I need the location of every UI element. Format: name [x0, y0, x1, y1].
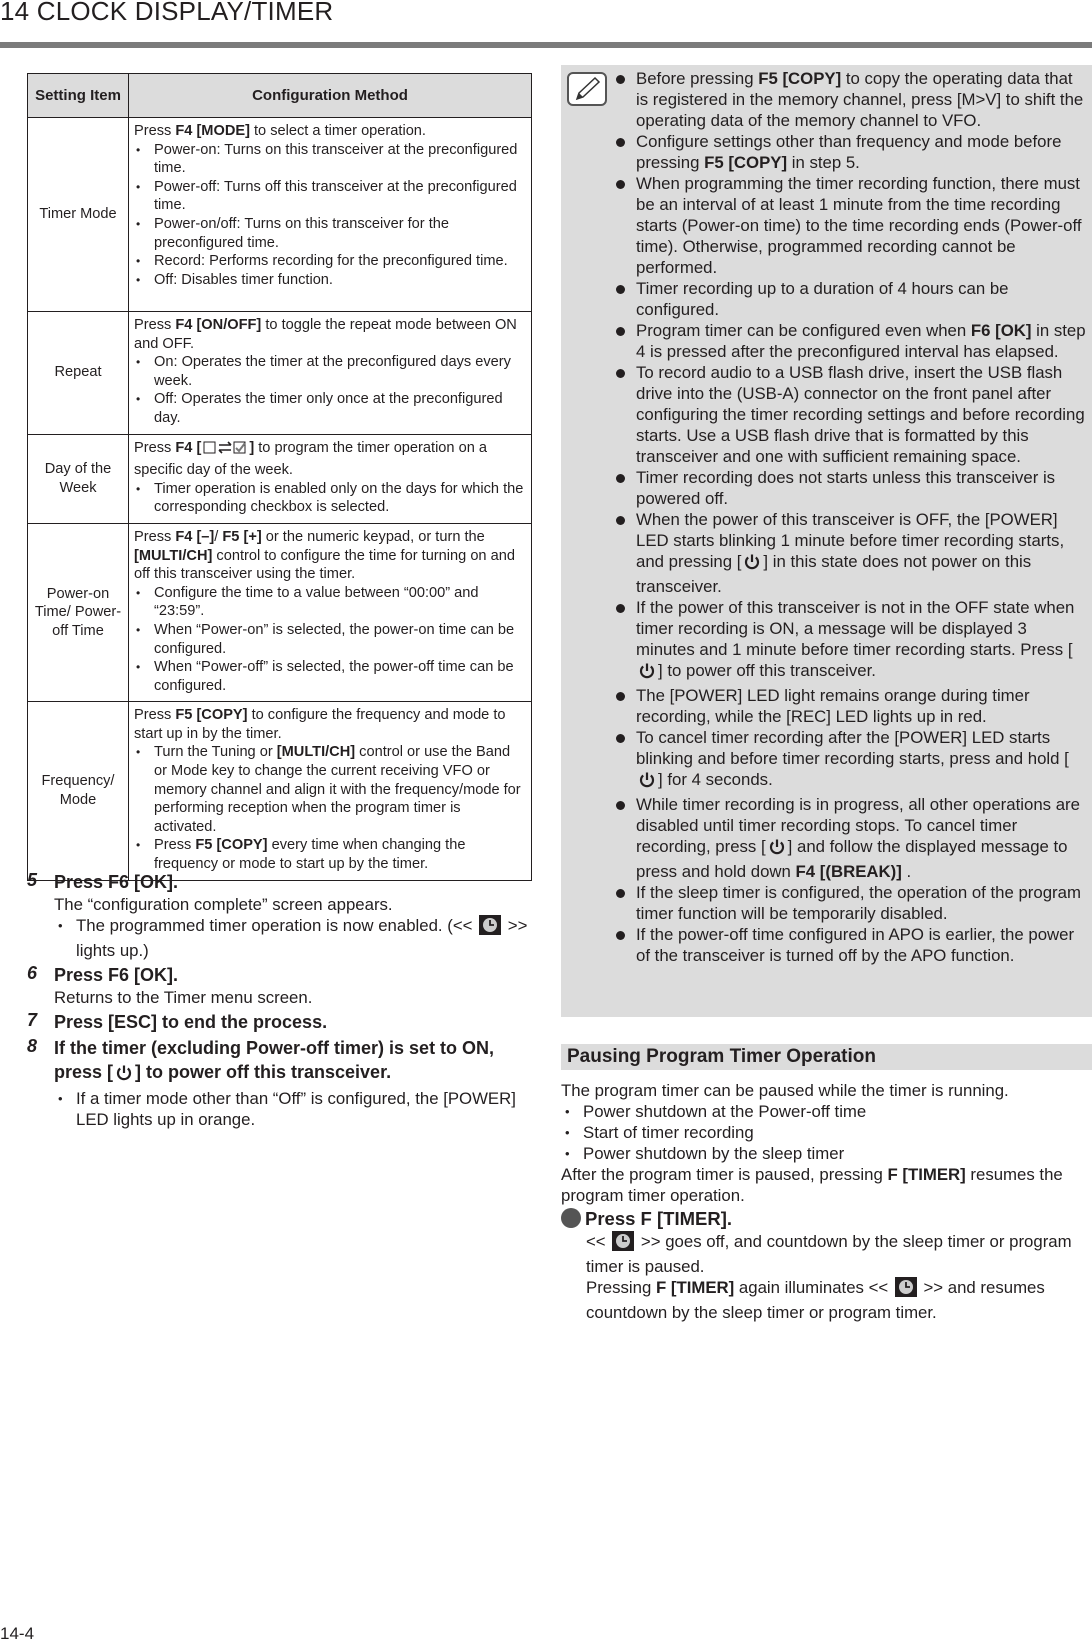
- setting-item: Frequency/ Mode: [28, 702, 129, 880]
- setting-item: Timer Mode: [28, 118, 129, 312]
- power-icon: [638, 662, 656, 685]
- text-run: Press: [134, 123, 176, 139]
- header-divider: [0, 42, 1092, 48]
- key-label: F5 [COPY]: [195, 837, 268, 854]
- text-run: Power-on: Turns on this transceiver at the preconfigured time.: [154, 141, 518, 177]
- table-row: [28, 118, 532, 312]
- procedure-steps: [27, 868, 532, 1130]
- note-item: [636, 68, 1088, 131]
- list-item: [134, 141, 527, 178]
- step-title: [27, 963, 532, 987]
- note-item: [636, 320, 1088, 362]
- setting-item: Repeat: [28, 312, 129, 435]
- list-item: [134, 584, 527, 621]
- text-run: The [POWER] LED light remains orange during timer recording, while the [REC] LED lights up in red.: [636, 686, 1030, 726]
- step-title: [27, 870, 532, 894]
- list-item: [134, 621, 527, 658]
- text-run: Configure the time to a value between “00:00” and “23:59”.: [154, 584, 479, 620]
- text-run: ] to power off this transceiver.: [658, 661, 876, 680]
- configuration-method: [129, 523, 532, 701]
- key-label: F4 [–]: [175, 528, 215, 545]
- clock-icon: [479, 915, 501, 940]
- page-number: 14-4: [0, 1624, 35, 1643]
- text-run: >> goes off, and countdown by the sleep timer or program timer is paused.: [586, 1232, 1072, 1276]
- step-body: [27, 894, 532, 961]
- note-item: [636, 278, 1088, 320]
- text-run: <<: [586, 1232, 611, 1251]
- text-run: While timer recording is in progress, all other operations are disabled until timer recording stops. To cancel timer recording, press [: [636, 795, 1080, 856]
- procedure-step: [27, 1010, 532, 1034]
- text-run: Record: Performs recording for the preconfigured time.: [154, 253, 508, 270]
- pausing-after: [561, 1164, 1092, 1206]
- list-item: [134, 215, 527, 252]
- key-label: [MULTI/CH]: [276, 744, 356, 761]
- step-bullets: [54, 915, 532, 961]
- text-run: ] to power off this transceiver.: [135, 1062, 392, 1082]
- list-item: [134, 353, 527, 390]
- step-title: [27, 1036, 532, 1088]
- text-run: Power shutdown by the sleep timer: [583, 1144, 845, 1163]
- power-icon: [638, 771, 656, 794]
- text-run: to copy the operating data that is registered in the memory channel, press [M>V] to shift the operating data of the memory channel to VFO.: [636, 69, 1084, 130]
- list-item: [134, 178, 527, 215]
- section-heading-pausing: Pausing Program Timer Operation: [561, 1044, 1092, 1070]
- text-run: .: [901, 862, 912, 881]
- text-run: ] for 4 seconds.: [658, 770, 773, 789]
- note-item: [636, 509, 1088, 597]
- text-run: to select a timer operation.: [249, 123, 426, 139]
- action-desc-2: [561, 1277, 1092, 1323]
- step-body: [27, 987, 532, 1008]
- list-item: [134, 252, 527, 271]
- text-run: control or use the Band or Mode key to change the current receiving VFO or memory channel and align it with the frequency/mode for performing reception when the program timer is activated.: [154, 744, 521, 835]
- note-item: [636, 685, 1088, 727]
- power-icon: [115, 1064, 133, 1088]
- text-run: in step 4 is pressed after the preconfigured interval has elapsed.: [636, 321, 1086, 361]
- list-item: [134, 658, 527, 695]
- pausing-section: [561, 1080, 1092, 1323]
- key-label: F5 [COPY]: [758, 69, 842, 88]
- text-run: Power-off: Turns off this transceiver at the preconfigured time.: [154, 178, 517, 214]
- step-number: 7: [27, 1010, 38, 1030]
- text-run: Before pressing: [636, 69, 759, 88]
- text-run: to configure the frequency and mode to start up in by the timer.: [134, 707, 506, 742]
- list-item: [134, 390, 527, 427]
- key-label: F5 [+]: [222, 528, 262, 545]
- step-title: [27, 1010, 532, 1034]
- note-item: [636, 362, 1088, 467]
- method-bullets: [134, 743, 527, 873]
- pausing-intro: The program timer can be paused while the timer is running.: [561, 1081, 1009, 1100]
- power-icon: [743, 553, 761, 576]
- chapter-title: 14 CLOCK DISPLAY/TIMER: [0, 0, 334, 26]
- text-run: or the numeric keypad, or turn the: [261, 528, 485, 545]
- power-icon: [768, 838, 786, 861]
- step-number: 8: [27, 1036, 38, 1056]
- key-label: F5 [COPY]: [704, 153, 788, 172]
- text-run: Press: [154, 837, 196, 854]
- list-item: [134, 480, 527, 517]
- text-run: Start of timer recording: [583, 1123, 754, 1142]
- list-item: [54, 1088, 532, 1130]
- note-item: [636, 131, 1088, 173]
- configuration-method: [129, 118, 532, 312]
- key-label: F4 [(BREAK)]: [795, 862, 902, 881]
- text-run: resumes the program timer operation.: [561, 1165, 1063, 1205]
- text-run: If a timer mode other than “Off” is configured, the [POWER] LED lights up in orange.: [76, 1089, 516, 1129]
- text-run: To record audio to a USB flash drive, insert the USB flash drive into the (USB-A) connector on the front panel after configuring the timer recording settings and before recording starts. Use a USB flash drive that is formatted by this transceiver and one with sufficient remaining space.: [636, 363, 1085, 466]
- text-run: again illuminates <<: [734, 1278, 893, 1297]
- method-bullets: [134, 480, 527, 517]
- action-desc-1: [561, 1231, 1092, 1277]
- text-run: When “Power-off” is selected, the power-off time can be configured.: [154, 659, 514, 694]
- text-run: Press F6 [OK].: [54, 965, 179, 985]
- table-row: [28, 523, 532, 701]
- text-run: If the power-off time configured in APO is earlier, the power of the transceiver is turned off by the APO function.: [636, 925, 1075, 965]
- text-run: Press [ESC] to end the process.: [54, 1012, 328, 1032]
- step-number: 5: [27, 870, 38, 890]
- text-run: If the power of this transceiver is not in the OFF state when timer recording is ON, a message will be displayed 3 minutes and 1 minute before timer recording starts. Press [: [636, 598, 1075, 659]
- list-item: [561, 1101, 1092, 1122]
- text-run: Timer recording up to a duration of 4 hours can be configured.: [636, 279, 1009, 319]
- key-label: F4 [MODE]: [175, 123, 250, 139]
- checkbox-toggle-icon: [203, 440, 247, 462]
- action-step: [561, 1207, 1092, 1231]
- pencil-note-icon: [567, 72, 607, 106]
- key-label: F [TIMER]: [887, 1165, 966, 1184]
- method-lead: [134, 439, 527, 480]
- text-run: ] and follow the displayed message to press and hold down: [636, 837, 1068, 881]
- text-run: >> and resumes countdown by the sleep timer or program timer.: [586, 1278, 1045, 1322]
- text-run: to toggle the repeat mode between ON and OFF.: [134, 317, 517, 352]
- method-bullets: [134, 584, 527, 696]
- step-bullets: [54, 1088, 532, 1130]
- text-run: The programmed timer operation is now enabled. (<<: [76, 916, 478, 935]
- step-number: 6: [27, 963, 38, 983]
- text-run: Off: Disables timer function.: [154, 271, 333, 288]
- note-item: [636, 597, 1088, 685]
- table-row: [28, 434, 532, 523]
- text-run: When programming the timer recording function, there must be an interval of at least 1 minute from the time recording starts (Power-on time) to the time recording ends (Power-off time). Otherwise, programmed recording cannot be performed.: [636, 174, 1082, 277]
- text-run: Timer recording does not starts unless this transceiver is powered off.: [636, 468, 1056, 508]
- list-item: [54, 915, 532, 961]
- setting-item: Power-on Time/ Power-off Time: [28, 523, 129, 701]
- action-title: Press F [TIMER].: [585, 1208, 732, 1229]
- key-label: F4 [ON/OFF]: [175, 317, 262, 333]
- text-run: Timer operation is enabled only on the days for which the corresponding checkbox is selected.: [154, 480, 524, 516]
- procedure-step: [27, 1036, 532, 1130]
- text-run: to program the timer operation on a specific day of the week.: [134, 439, 488, 479]
- table-row: [28, 702, 532, 880]
- action-bullet-icon: [561, 1208, 581, 1228]
- method-lead: [134, 122, 527, 141]
- method-lead: [134, 528, 527, 584]
- clock-icon: [612, 1231, 634, 1256]
- list-item: [134, 271, 527, 290]
- text-run: When “Power-on” is selected, the power-on time can be configured.: [154, 621, 515, 657]
- procedure-step: [27, 870, 532, 961]
- clock-icon: [895, 1277, 917, 1302]
- note-item: [636, 924, 1088, 966]
- key-label: F [TIMER]: [655, 1278, 735, 1297]
- method-lead: [134, 706, 527, 743]
- configuration-method: [129, 702, 532, 880]
- text-run: Press: [134, 317, 176, 333]
- text-run: Off: Operates the timer only once at the preconfigured day.: [154, 391, 503, 426]
- text-run: On: Operates the timer at the preconfigured days every week.: [154, 354, 511, 389]
- text-run: Power-on/off: Turns on this transceiver for the preconfigured time.: [154, 215, 449, 251]
- step-description: Returns to the Timer menu screen.: [54, 988, 313, 1007]
- method-bullets: [134, 141, 527, 290]
- text-run: Power shutdown at the Power-off time: [583, 1102, 867, 1121]
- key-label: F6 [OK]: [970, 321, 1032, 340]
- text-run: Press: [134, 528, 176, 545]
- list-item: [134, 743, 527, 836]
- method-bullets: [134, 353, 527, 427]
- key-label: F4 [: [175, 439, 202, 456]
- step-body: [27, 1088, 532, 1130]
- key-label: [MULTI/CH]: [134, 547, 213, 564]
- table-row: [28, 312, 532, 435]
- note-item: [636, 173, 1088, 278]
- step-description: The “configuration complete” screen appears.: [54, 895, 393, 914]
- text-run: every time when changing the frequency or mode to start up by the timer.: [154, 837, 466, 873]
- text-run: ] in this state does not power on this transceiver.: [636, 552, 1032, 596]
- note-box: [561, 65, 1092, 1017]
- text-run: in step 5.: [787, 153, 860, 172]
- note-item: [636, 794, 1088, 882]
- method-lead: [134, 316, 527, 353]
- settings-table: [27, 73, 532, 881]
- text-run: Press: [134, 707, 176, 724]
- text-run: /: [214, 528, 223, 545]
- key-label: ]: [249, 439, 255, 456]
- configuration-method: [129, 434, 532, 523]
- text-run: Turn the Tuning or: [154, 744, 277, 761]
- note-item: [636, 727, 1088, 794]
- list-item: [561, 1143, 1092, 1164]
- procedure-step: [27, 963, 532, 1008]
- text-run: If the timer (excluding Power-off timer) is set to ON, press [: [54, 1038, 495, 1082]
- text-run: Program timer can be configured even when: [636, 321, 971, 340]
- text-run: control to configure the time for turning on and off this transceiver using the timer.: [134, 547, 515, 583]
- list-item: [561, 1122, 1092, 1143]
- text-run: Pressing: [586, 1278, 656, 1297]
- column-header-setting-item: Setting Item: [28, 74, 129, 118]
- note-item: [636, 882, 1088, 924]
- text-run: When the power of this transceiver is OFF, the [POWER] LED starts blinking 1 minute before timer recording starts, and pressing [: [636, 510, 1065, 571]
- text-run: Configure settings other than frequency and mode before pressing: [636, 132, 1062, 172]
- text-run: After the program timer is paused, pressing: [561, 1165, 888, 1184]
- key-label: F5 [COPY]: [175, 707, 248, 724]
- text-run: Press: [134, 439, 176, 456]
- text-run: Press F6 [OK].: [54, 872, 179, 892]
- column-header-configuration-method: Configuration Method: [129, 74, 532, 118]
- setting-item: Day of the Week: [28, 434, 129, 523]
- configuration-method: [129, 312, 532, 435]
- note-item: [636, 467, 1088, 509]
- text-run: >> lights up.): [76, 916, 528, 960]
- text-run: To cancel timer recording after the [POWER] LED starts blinking and before timer recording starts, press and hold [: [636, 728, 1069, 768]
- text-run: If the sleep timer is configured, the operation of the program timer function will be temporarily disabled.: [636, 883, 1081, 923]
